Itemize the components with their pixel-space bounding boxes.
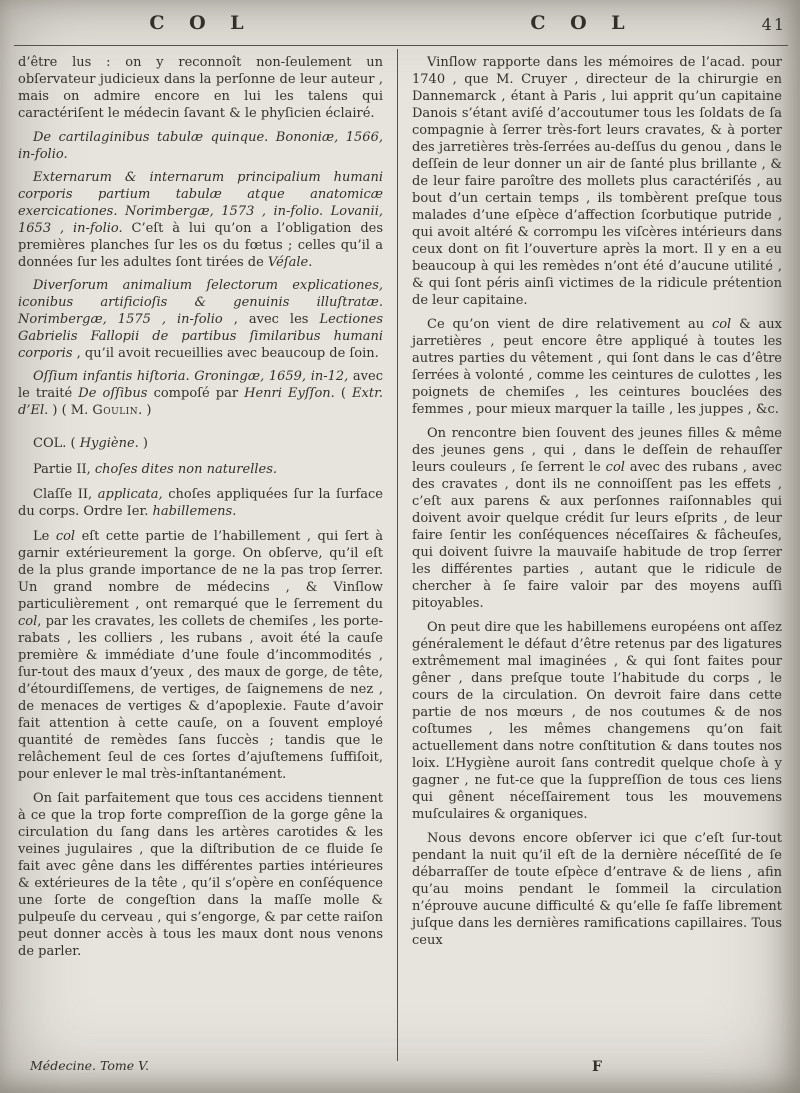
text-run: Véſale [267, 255, 309, 270]
text-run: col [18, 614, 38, 629]
text-run: eſt cette partie de l’habillement , qui ſert à garnir extérieurement la gorge. On obſerve, qu’il eſt de la plus grande importance de ne la pas trop ſerrer. Un grand nombre de médecins , & Vinſlow particulièrement , ont remarqué que le ſerrement du [18, 529, 383, 612]
paragraph [18, 368, 383, 419]
text-run: On ſait parfaitement que tous ces accidens tiennent à ce que la trop forte compreſſion de la gorge gêne la circulation du ſang dans les artères carotides & les veines jugulaires , que la diſtribution de ce fluide ſe fait avec gêne dans les différentes parties intérieures & extérieures de la tête , qu’il s’opère en conſéquence une ſorte de congeſtion dans la maſſe molle & pulpeuſe du cerveau , qui s’engorge, & par cette raiſon peut donner accès à tous les maux dont nous venons de parler. [18, 791, 383, 959]
page-header [18, 12, 786, 42]
text-run: , par les cravates, les collets de chemiſes , les porte-rabats , les colliers , les rubans , avoit été la cauſe première & immédiate d’une foule d’incommodités , ſur-tout des maux d’yeux , des maux de gorge, de tête, d’étourdiſſemens, de vertiges, de ſaignemens de nez , de menaces de vertiges & d’apoplexie. Faute d’avoir fait attention à cette cauſe, on a ſouvent employé quantité de remèdes ſans ſuccès ; tandis que le relâchement ſeul de ces ſortes d’ajuſtemens ſuffiſoit, pour enlever le mal très-inſtantanément. [18, 614, 383, 782]
text-run: compoſé par [147, 386, 245, 401]
paragraph [18, 54, 383, 122]
left-column [18, 54, 383, 967]
text-run: COL. ( [33, 436, 80, 451]
text-run: Vinſlow rapporte dans les mémoires de l’acad. pour 1740 , que M. Cruyer , directeur de la chirurgie en Dannemarck , étant à Paris , lui apprit qu’un capitaine Danois s’étant aviſé d’accoutumer tous les ſoldats de ſa compagnie à ſerrer très-fort leurs cravates, & à porter des jarretières très-ſerrées au-deſſus du genou , dans le deſſein de leur donner un air de ſanté plus brillante , & de leur faire paroître des mollets plus caractériſés , au bout d’un certain temps , ils tombèrent preſque tous malades d’une eſpèce d’affection ſcorbutique putride , qui avoit altéré & corrompu les viſcères intérieurs dans ceux dont on fit l’ouverture après la mort. Il y en a eu beaucoup à qui les remèdes n’ont été d’aucune utilité , & qui ſont péris ainſi victimes de la ridicule prétention de leur capitaine. [412, 55, 782, 308]
text-run: choſes dites non naturelles. [94, 462, 278, 477]
text-run: Nous devons encore obſerver ici que c’eſt ſur-tout pendant la nuit qu’il eſt de la dernière néceſſité de ſe débarraſſer de toute eſpèce d’entrave & de liens , afin qu’au moins pendant le ſommeil la circulation n’éprouve aucune difficulté & qu’elle ſe faſſe librement juſque dans les dernières ramifications capillaires. Tous ceux [412, 831, 782, 948]
text-run: , qu’il avoit recueillies avec beaucoup de ſoin. [72, 346, 379, 361]
paragraph [18, 486, 383, 520]
text-run: applicata, [97, 487, 163, 502]
header-rule [14, 45, 788, 46]
text-run: Oſſium infantis hiſtoria. Groningæ, 1659, in-12, [33, 369, 349, 384]
text-run: ) [138, 436, 148, 451]
text-run: habillemens. [152, 504, 237, 519]
text-run: Extr. d’El. [18, 386, 383, 418]
text-run: Diverſorum animalium ſelectorum explicationes, iconibus artificioſis & genuinis illuſtratæ. Norimbergæ, 1575 , in-folio [18, 278, 383, 327]
text-run: Externarum & internarum principalium humani corporis partium tabulæ atque anatomicæ exercicationes. Norimbergæ, 1573 , in-folio. Lovanii, 1653 , in-folio. [18, 170, 383, 236]
text-run: Lectiones Gabrielis Fallopii de partibus ſimilaribus humani corporis [18, 312, 383, 361]
text-run: Henri Eyſſon [244, 386, 331, 401]
paragraph [18, 435, 383, 452]
paragraph [412, 425, 782, 612]
paragraph [18, 129, 383, 163]
text-run: col [711, 317, 732, 332]
text-run: , avec les [222, 312, 320, 327]
running-head-right: C O L [530, 12, 634, 34]
text-run: avec des rubans , avec des cravates , dont ils ne connoiſſent pas les effets , c’eſt aux parens & aux perſonnes raiſonnables qui doivent avoir quelque crédit ſur leurs eſprits , de leur faire ſentir les conſéquences néceſſaires & fâcheuſes, qui doivent ſuivre la mauvaiſe habitude de trop ſerrer les différentes parties , autant que le ridicule de chercher à ſe faire valoir par des moyens auſſi pitoyables. [412, 460, 782, 611]
column-divider [397, 49, 398, 1061]
right-column [412, 54, 782, 956]
paragraph [18, 528, 383, 783]
text-run: On rencontre bien ſouvent des jeunes filles & même des jeunes gens , qui , dans le deſſein de rehauſſer leurs couleurs , ſe ſerrent le [412, 426, 782, 475]
paragraph [18, 461, 383, 478]
running-head-left: C O L [149, 12, 253, 34]
text-run: Partie II, [33, 462, 95, 477]
paragraph [412, 619, 782, 823]
page-number: 41 [761, 15, 786, 34]
text-run: col [55, 529, 76, 544]
text-run: col [605, 460, 625, 475]
paragraph [18, 277, 383, 362]
text-run: Hygiène. [79, 436, 139, 451]
text-run: Claſſe II, [33, 487, 98, 502]
volume-note: Médecine. Tome V. [30, 1058, 149, 1073]
text-run: Goulin [92, 403, 139, 418]
text-run: d’être lus : on y reconnoît non-ſeulement un obſervateur judicieux dans la perſonne de leur auteur , mais on admire encore en lui les talens qui caractériſent le médecin ſavant & le phyſicien éclairé. [18, 55, 383, 121]
text-run: avec le traité [18, 369, 384, 401]
paragraph [18, 790, 383, 960]
signature-mark: F [592, 1059, 602, 1075]
paragraph [18, 169, 383, 271]
text-run: De cartilaginibus tabulæ quinque. Bononiæ, 1566, in-folio. [18, 130, 383, 162]
text-run: ) ( M. [48, 403, 93, 418]
text-run: De oſſibus [78, 386, 148, 401]
text-run: choſes appliquées ſur la ſurface du corps. Ordre Ier. [18, 487, 383, 519]
text-run: Le [33, 529, 56, 544]
paragraph [412, 54, 782, 309]
text-run: Ce qu’on vient de dire relativement au [427, 317, 712, 332]
text-run: . ) [138, 403, 152, 418]
text-run: . [308, 255, 313, 270]
text-run: & aux jarretières , peut encore être appliqué à toutes les autres parties du vêtement , qui ſont dans le cas d’être ſerrées à volonté , comme les ceintures de culottes , les poignets de chemiſes , les ceintures bouclées des femmes , pour mieux marquer la taille , les juppes , &c. [412, 317, 782, 417]
text-run: . ( [330, 386, 353, 401]
paragraph [412, 830, 782, 949]
text-run: On peut dire que les habillemens européens ont aſſez généralement le défaut d’être retenus par des ligatures extrêmement mal imaginées , & qui ſont faites pour gêner , dans preſque toute l’habitude du corps , le cours de la circulation. On devroit faire dans cette partie de nos mœurs , de nos coutumes & de nos coſtumes , les mêmes changemens qu’on fait actuellement dans notre conſtitution & dans toutes nos loix. L’Hygiène auroit ſans contredit quelque choſe à y gagner , ne fut-ce que la ſuppreſſion de tous ces liens qui gênent néceſſairement tous les mouvemens muſculaires & organiques. [412, 620, 782, 822]
text-run: C’eſt à lui qu’on a l’obligation des premières planches ſur les os du fœtus ; celles qu’il a données ſur les adultes ſont tirées de [18, 221, 384, 270]
paragraph [412, 316, 782, 418]
